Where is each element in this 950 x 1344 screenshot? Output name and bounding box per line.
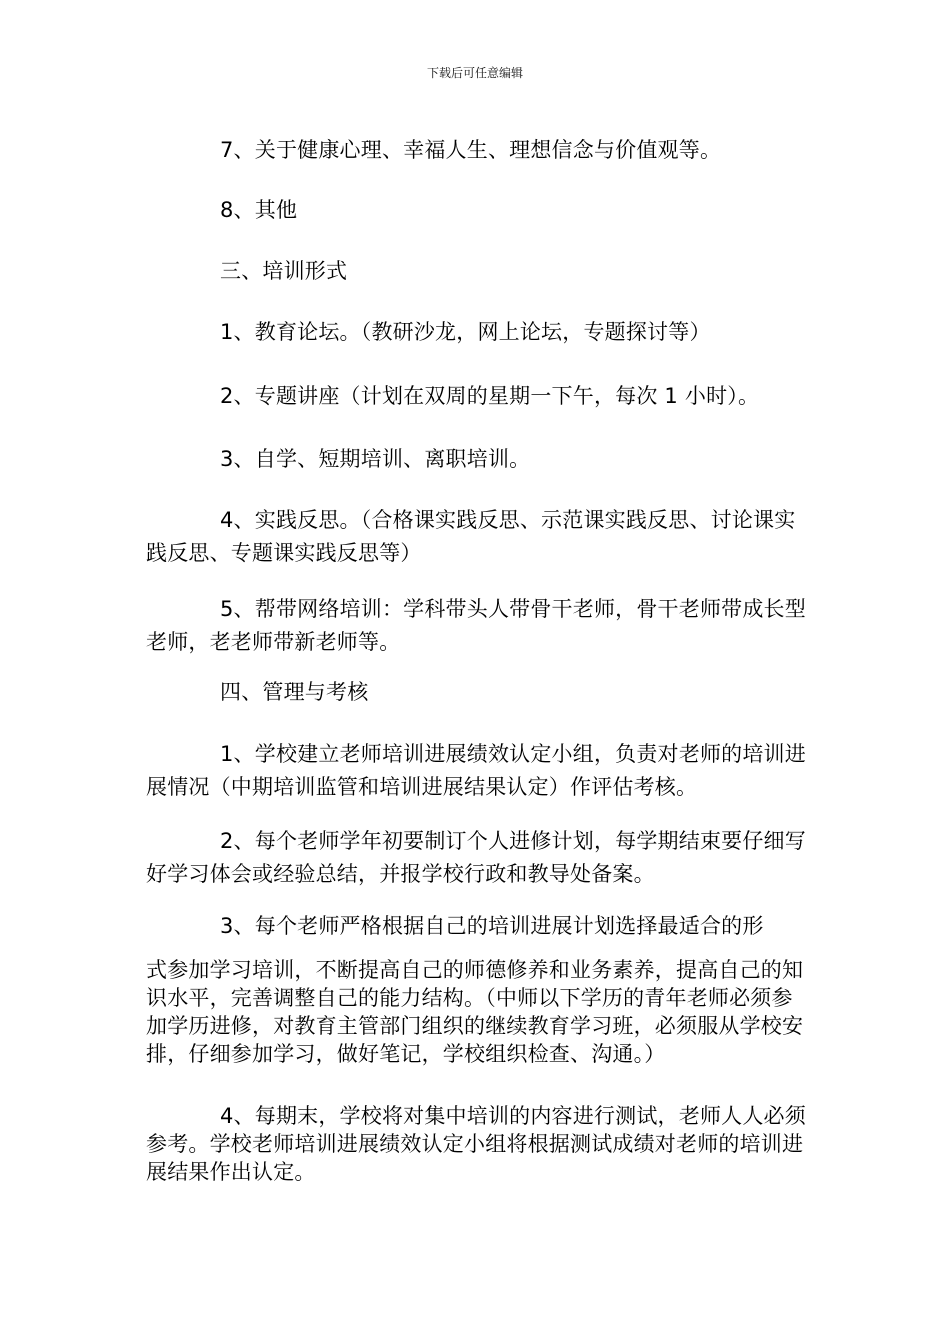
page-header-note: 下载后可任意编辑	[426, 66, 523, 80]
paragraph-item-8: 8、其他	[220, 198, 298, 222]
paragraph-mgmt-4: 4、每期末，学校将对集中培训的内容进行测试，老师人人必须参考。学校老师培训进展绩效认定小组将根据测试成绩对老师的培训进展结果作出认定。	[146, 1104, 806, 1184]
paragraph-mgmt-3-first-line: 3、每个老师严格根据自己的培训进展计划选择最适合的形	[220, 914, 764, 938]
paragraph-form-3: 3、自学、短期培训、离职培训。	[220, 447, 531, 471]
section-heading-training-form: 三、培训形式	[220, 259, 348, 283]
paragraph-item-7: 7、关于健康心理、幸福人生、理想信念与价值观等。	[220, 138, 722, 162]
paragraph-form-5: 5、帮带网络培训：学科带头人带骨干老师，骨干老师带成长型老师，老老师带新老师等。	[146, 597, 806, 654]
paragraph-mgmt-3-continued: 式参加学习培训，不断提高自己的师德修养和业务素养，提高自己的知识水平，完善调整自己的能力结构。（中师以下学历的青年老师必须参加学历进修，对教育主管部门组织的继续教育学习班，必须服从学校安排，仔细参加学习，做好笔记，学校组织检查、沟通。）	[146, 958, 804, 1066]
paragraph-mgmt-1: 1、学校建立老师培训进展绩效认定小组，负责对老师的培训进展情况（中期培训监管和培训进展结果认定）作评估考核。	[146, 742, 806, 799]
paragraph-form-4: 4、实践反思。（合格课实践反思、示范课实践反思、讨论课实践反思、专题课实践反思等）	[146, 508, 796, 565]
paragraph-form-2: 2、专题讲座（计划在双周的星期一下午，每次 1 小时）。	[220, 384, 760, 408]
paragraph-form-1: 1、教育论坛。（教研沙龙，网上论坛，专题探讨等）	[220, 320, 711, 344]
section-heading-management: 四、管理与考核	[220, 680, 369, 704]
paragraph-mgmt-2: 2、每个老师学年初要制订个人进修计划，每学期结束要仔细写好学习体会或经验总结，并报学校行政和教导处备案。	[146, 829, 806, 886]
